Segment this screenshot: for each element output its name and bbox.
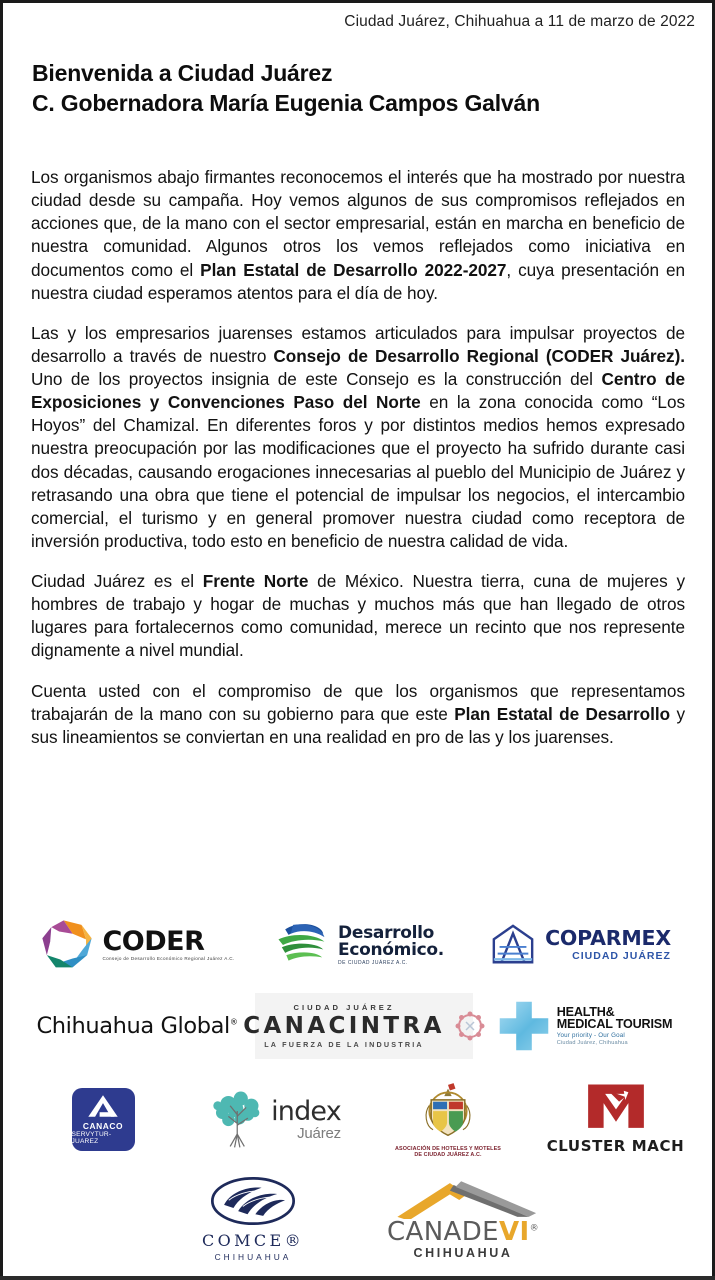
canacintra-city: CIUDAD JUÁREZ [293, 1003, 395, 1013]
logo-row-1 [18, 905, 698, 985]
index-subtitle: Juárez [297, 1124, 341, 1142]
logo-hoteles-moteles [363, 1081, 533, 1158]
title-line-1: Bienvenida a Ciudad Juárez [32, 60, 333, 86]
coparmex-name: COPARMEX [545, 925, 671, 950]
comce-wordmark [202, 1231, 304, 1250]
dateline: Ciudad Juárez, Chihuahua a 11 de marzo de 2022 [344, 13, 695, 30]
logo-health-medical-tourism [475, 1000, 695, 1052]
logo-cluster-mach [533, 1083, 698, 1155]
coparmex-pentagon-icon [489, 922, 537, 968]
coder-wordmark [102, 928, 234, 962]
coparmex-subtitle: CIUDAD JUÁREZ [572, 950, 671, 963]
canadevi-name-part2: VI [499, 1216, 530, 1247]
canacintra-panel [243, 993, 473, 1059]
logo-row-2 [18, 987, 698, 1065]
comce-subtitle: CHIHUAHUA [214, 1252, 292, 1262]
coparmex-wordmark [545, 925, 671, 963]
cluster-mach-m-icon [585, 1083, 647, 1131]
index-name: index [271, 1095, 341, 1127]
logo-row-3 [18, 1071, 698, 1167]
cluster-mach-name: CLUSTER MACH [546, 1137, 685, 1155]
canadevi-subtitle: CHIHUAHUA [413, 1245, 513, 1260]
logo-index-juarez [188, 1088, 363, 1150]
canadevi-wordmark [386, 1216, 540, 1247]
coder-hexagon-icon [39, 917, 95, 973]
canacintra-name: CANACINTRA [243, 1012, 445, 1039]
hmt-tagline: Your priority - Our Goal [556, 1032, 625, 1040]
logo-row-4 [18, 1173, 698, 1265]
canaco-tile [72, 1088, 135, 1151]
canacintra-slogan: LA FUERZA DE LA INDUSTRIA [264, 1039, 424, 1049]
coder-tagline: Consejo de Desarrollo Económico Regional Juárez A.C. [102, 956, 235, 962]
logo-coparmex [465, 922, 695, 968]
chihuahua-global-wordmark [37, 1013, 238, 1039]
logo-chihuahua-global [21, 1013, 253, 1039]
canadevi-trademark: ® [529, 1222, 540, 1233]
left-border [0, 0, 3, 1280]
page-title [32, 58, 672, 119]
bottom-rule [0, 1276, 715, 1280]
index-tree-icon [210, 1088, 268, 1150]
body-copy [31, 166, 685, 749]
desarrollo-wordmark [338, 922, 444, 966]
coder-name: CODER [102, 926, 205, 958]
chihuahua-global-trademark: ® [229, 1017, 238, 1027]
signatory-logos [18, 905, 698, 1265]
logo-canaco [18, 1088, 188, 1151]
hmt-location: Ciudad Juárez, Chihuahua [556, 1039, 628, 1046]
hmt-line-2: MEDICAL TOURISM [556, 1017, 673, 1032]
logo-canacintra [243, 993, 475, 1059]
canaco-triangle-icon [86, 1093, 120, 1119]
desarrollo-swoosh-icon [274, 919, 330, 971]
comce-name: COMCE [201, 1231, 285, 1250]
medical-cross-icon [498, 1000, 550, 1052]
canaco-name: CANACO [82, 1121, 124, 1131]
desarrollo-line-1: Desarrollo [338, 922, 435, 943]
hoteles-coat-of-arms-icon [420, 1081, 476, 1143]
comce-trademark: ® [284, 1231, 305, 1250]
paragraph-1: Los organismos abajo firmantes reconocemos el interés que ha mostrado por nuestra ciudad desde su campaña. Hoy vemos algunos de sus compromisos reflejados en acciones que, de la mano con el sector empresarial, están en marcha en beneficio de nuestra comunidad. Algunos otros los vemos reflejados como iniciativa en documentos como el Plan Estatal de Desarrollo 2022-2027, cuya presentación en nuestra ciudad esperamos atentos para el día de hoy. [31, 167, 685, 303]
paragraph-2: Las y los empresarios juarenses estamos articulados para impulsar proyectos de desarrollo a través de nuestro Consejo de Desarrollo Regional (CODER Juárez). Uno de los proyectos insignia de este Consejo es la construcción del Centro de Exposiciones y Convenciones Paso del Norte en la zona conocida como “Los Hoyos” del Chamizal. En diferentes foros y por distintos medios hemos expresado nuestra preocupación por las modificaciones que el proyecto ha sufrido durante casi dos décadas, causando erogaciones innecesarias al pueblo del Municipio de Juárez y retrasando una obra que tiene el potencial de impulsar los negocios, el intercambio comercial, el turismo y en general promover nuestra ciudad como receptora de inversión productiva, todo esto en beneficio de nuestra calidad de vida. [31, 322, 686, 551]
canacintra-wordmark [243, 1004, 445, 1048]
desarrollo-line-2: Económico. [338, 939, 444, 960]
top-rule [0, 0, 715, 3]
hoteles-line-1: ASOCIACIÓN DE HOTELES Y MOTELES [395, 1145, 501, 1152]
logo-desarrollo-economico [253, 919, 465, 971]
chihuahua-global-name: Chihuahua Global [36, 1013, 230, 1039]
hmt-line-1: HEALTH& [556, 1004, 615, 1019]
hmt-wordmark [557, 1006, 672, 1047]
logo-coder [21, 917, 253, 973]
paragraph-3: Ciudad Juárez es el Frente Norte de México. Nuestra tierra, cuna de mujeres y hombres de trabajo y hogar de muchas y muchos más que han llegado de otros lugares para fortalecernos como comunidad, merece un recinto que nos represente dignamente a nivel mundial. [31, 571, 685, 661]
index-wordmark [271, 1095, 341, 1142]
canaco-subtitle: SERVYTUR-JUAREZ [71, 1131, 112, 1145]
title-line-2: C. Gobernadora María Eugenia Campos Galván [32, 90, 540, 117]
logo-canadevi [358, 1179, 568, 1260]
paragraph-4: Cuenta usted con el compromiso de que los organismos que representamos trabajarán de la mano con su gobierno para que este Plan Estatal de Desarrollo y sus lineamientos se conviertan en una realidad en pro de las y los juarenses. [31, 680, 686, 747]
canadevi-roof-icon [388, 1179, 538, 1219]
logo-comce [148, 1176, 358, 1262]
canadevi-name-part1: CANADE [386, 1216, 499, 1247]
comce-globe-icon [210, 1176, 296, 1226]
hoteles-line-2: DE CIUDAD JUÁREZ A.C. [414, 1151, 482, 1158]
desarrollo-tagline: DE CIUDAD JUÁREZ A.C. [338, 959, 408, 966]
